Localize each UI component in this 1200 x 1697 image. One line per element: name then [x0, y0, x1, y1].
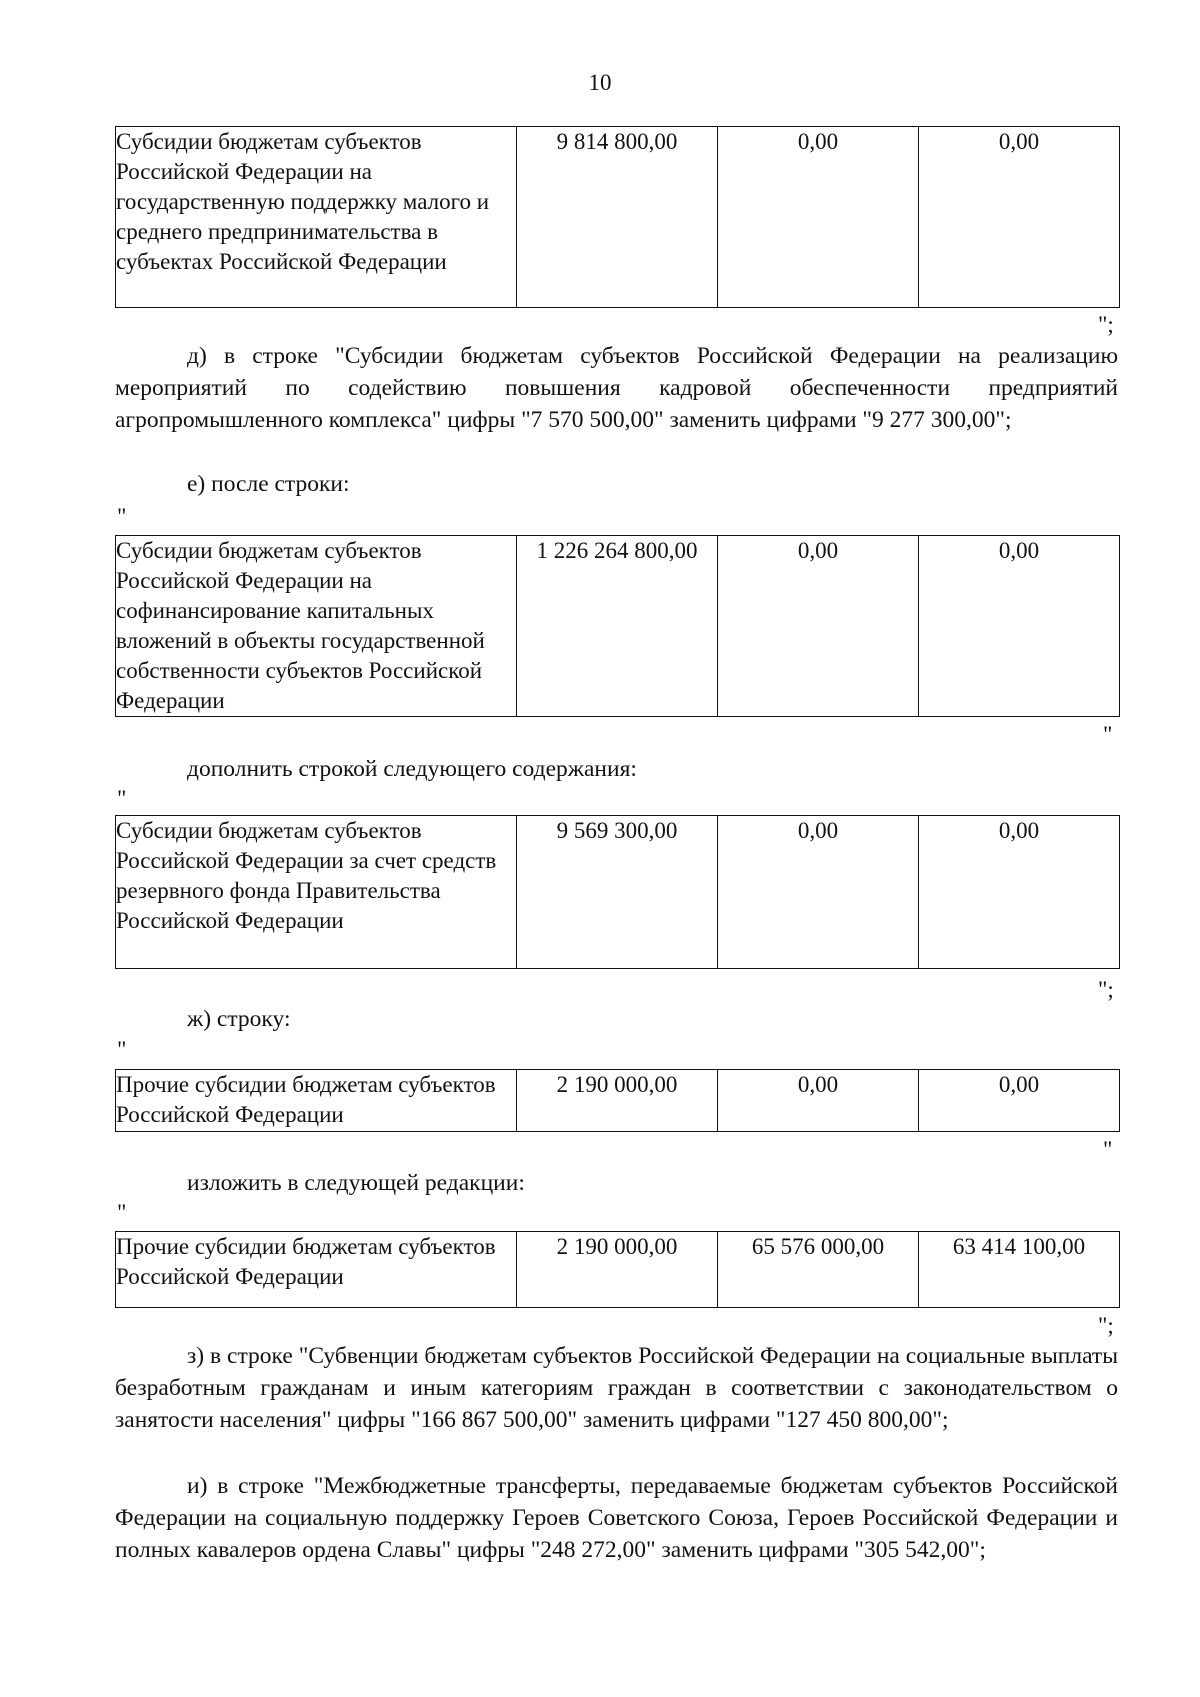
closing-quote: "	[1103, 1137, 1113, 1162]
row-value-3: 63 414 100,00	[919, 1232, 1120, 1308]
table-row	[116, 816, 1120, 969]
table-row	[116, 127, 1120, 308]
table-row	[116, 1070, 1120, 1132]
budget-table-1	[115, 126, 1120, 308]
budget-table-5	[115, 1231, 1120, 1308]
row-value-2: 65 576 000,00	[718, 1232, 919, 1308]
paragraph-z: з) в строке "Субвенции бюджетам субъектов Российской Федерации на социальные выплаты безработным гражданам и иным категориям граждан в соответствии с законодательством о занятости населения" цифры "166 867 500,00" заменить цифрами "127 450 800,00";	[115, 1343, 1118, 1433]
budget-table-3	[115, 815, 1120, 969]
budget-table-2	[115, 535, 1120, 717]
row-name: Прочие субсидии бюджетам субъектов Российской Федерации	[116, 1070, 517, 1132]
row-value-1: 9 569 300,00	[517, 816, 718, 969]
opening-quote: "	[117, 504, 127, 529]
row-value-1: 9 814 800,00	[517, 127, 718, 308]
paragraph-izlozhit: изложить в следующей редакции:	[187, 1170, 525, 1196]
row-name: Субсидии бюджетам субъектов Российской Федерации на софинансирование капитальных вложений в объекты государственной собственности субъектов Российской Федерации	[116, 536, 517, 717]
budget-table-4	[115, 1069, 1120, 1132]
closing-quote: "	[1103, 722, 1113, 747]
row-value-3: 0,00	[919, 1070, 1120, 1132]
row-name: Прочие субсидии бюджетам субъектов Российской Федерации	[116, 1232, 517, 1308]
table-row	[116, 536, 1120, 717]
closing-quote: ";	[1098, 977, 1114, 1002]
row-value-1: 1 226 264 800,00	[517, 536, 718, 717]
row-value-3: 0,00	[919, 536, 1120, 717]
page-number: 10	[588, 70, 612, 95]
row-value-2: 0,00	[718, 816, 919, 969]
row-value-3: 0,00	[919, 816, 1120, 969]
opening-quote: "	[117, 1037, 127, 1062]
paragraph-e: е) после строки:	[187, 471, 350, 497]
row-name: Субсидии бюджетам субъектов Российской Федерации на государственную поддержку малого и среднего предпринимательства в субъектах Российской Федерации	[116, 127, 517, 308]
row-value-2: 0,00	[718, 536, 919, 717]
row-value-1: 2 190 000,00	[517, 1070, 718, 1132]
row-value-3: 0,00	[919, 127, 1120, 308]
row-value-2: 0,00	[718, 1070, 919, 1132]
opening-quote: "	[117, 786, 127, 811]
row-value-1: 2 190 000,00	[517, 1232, 718, 1308]
paragraph-d: д) в строке "Субсидии бюджетам субъектов Российской Федерации на реализацию мероприятий по содействию повышения кадровой обеспеченности предприятий агропромышленного комплекса" цифры "7 570 500,00" заменить цифрами "9 277 300,00";	[115, 343, 1118, 433]
closing-quote: ";	[1098, 312, 1114, 337]
table-row	[116, 1232, 1120, 1308]
row-value-2: 0,00	[718, 127, 919, 308]
paragraph-i: и) в строке "Межбюджетные трансферты, передаваемые бюджетам субъектов Российской Федерации на социальную поддержку Героев Советского Союза, Героев Российской Федерации и полных кавалеров ордена Славы" цифры "248 272,00" заменить цифрами "305 542,00";	[115, 1473, 1118, 1563]
paragraph-zh: ж) строку:	[187, 1006, 291, 1032]
paragraph-add-row: дополнить строкой следующего содержания:	[187, 756, 637, 782]
row-name: Субсидии бюджетам субъектов Российской Федерации за счет средств резервного фонда Правительства Российской Федерации	[116, 816, 517, 969]
closing-quote: ";	[1098, 1313, 1114, 1338]
opening-quote: "	[117, 1200, 127, 1225]
